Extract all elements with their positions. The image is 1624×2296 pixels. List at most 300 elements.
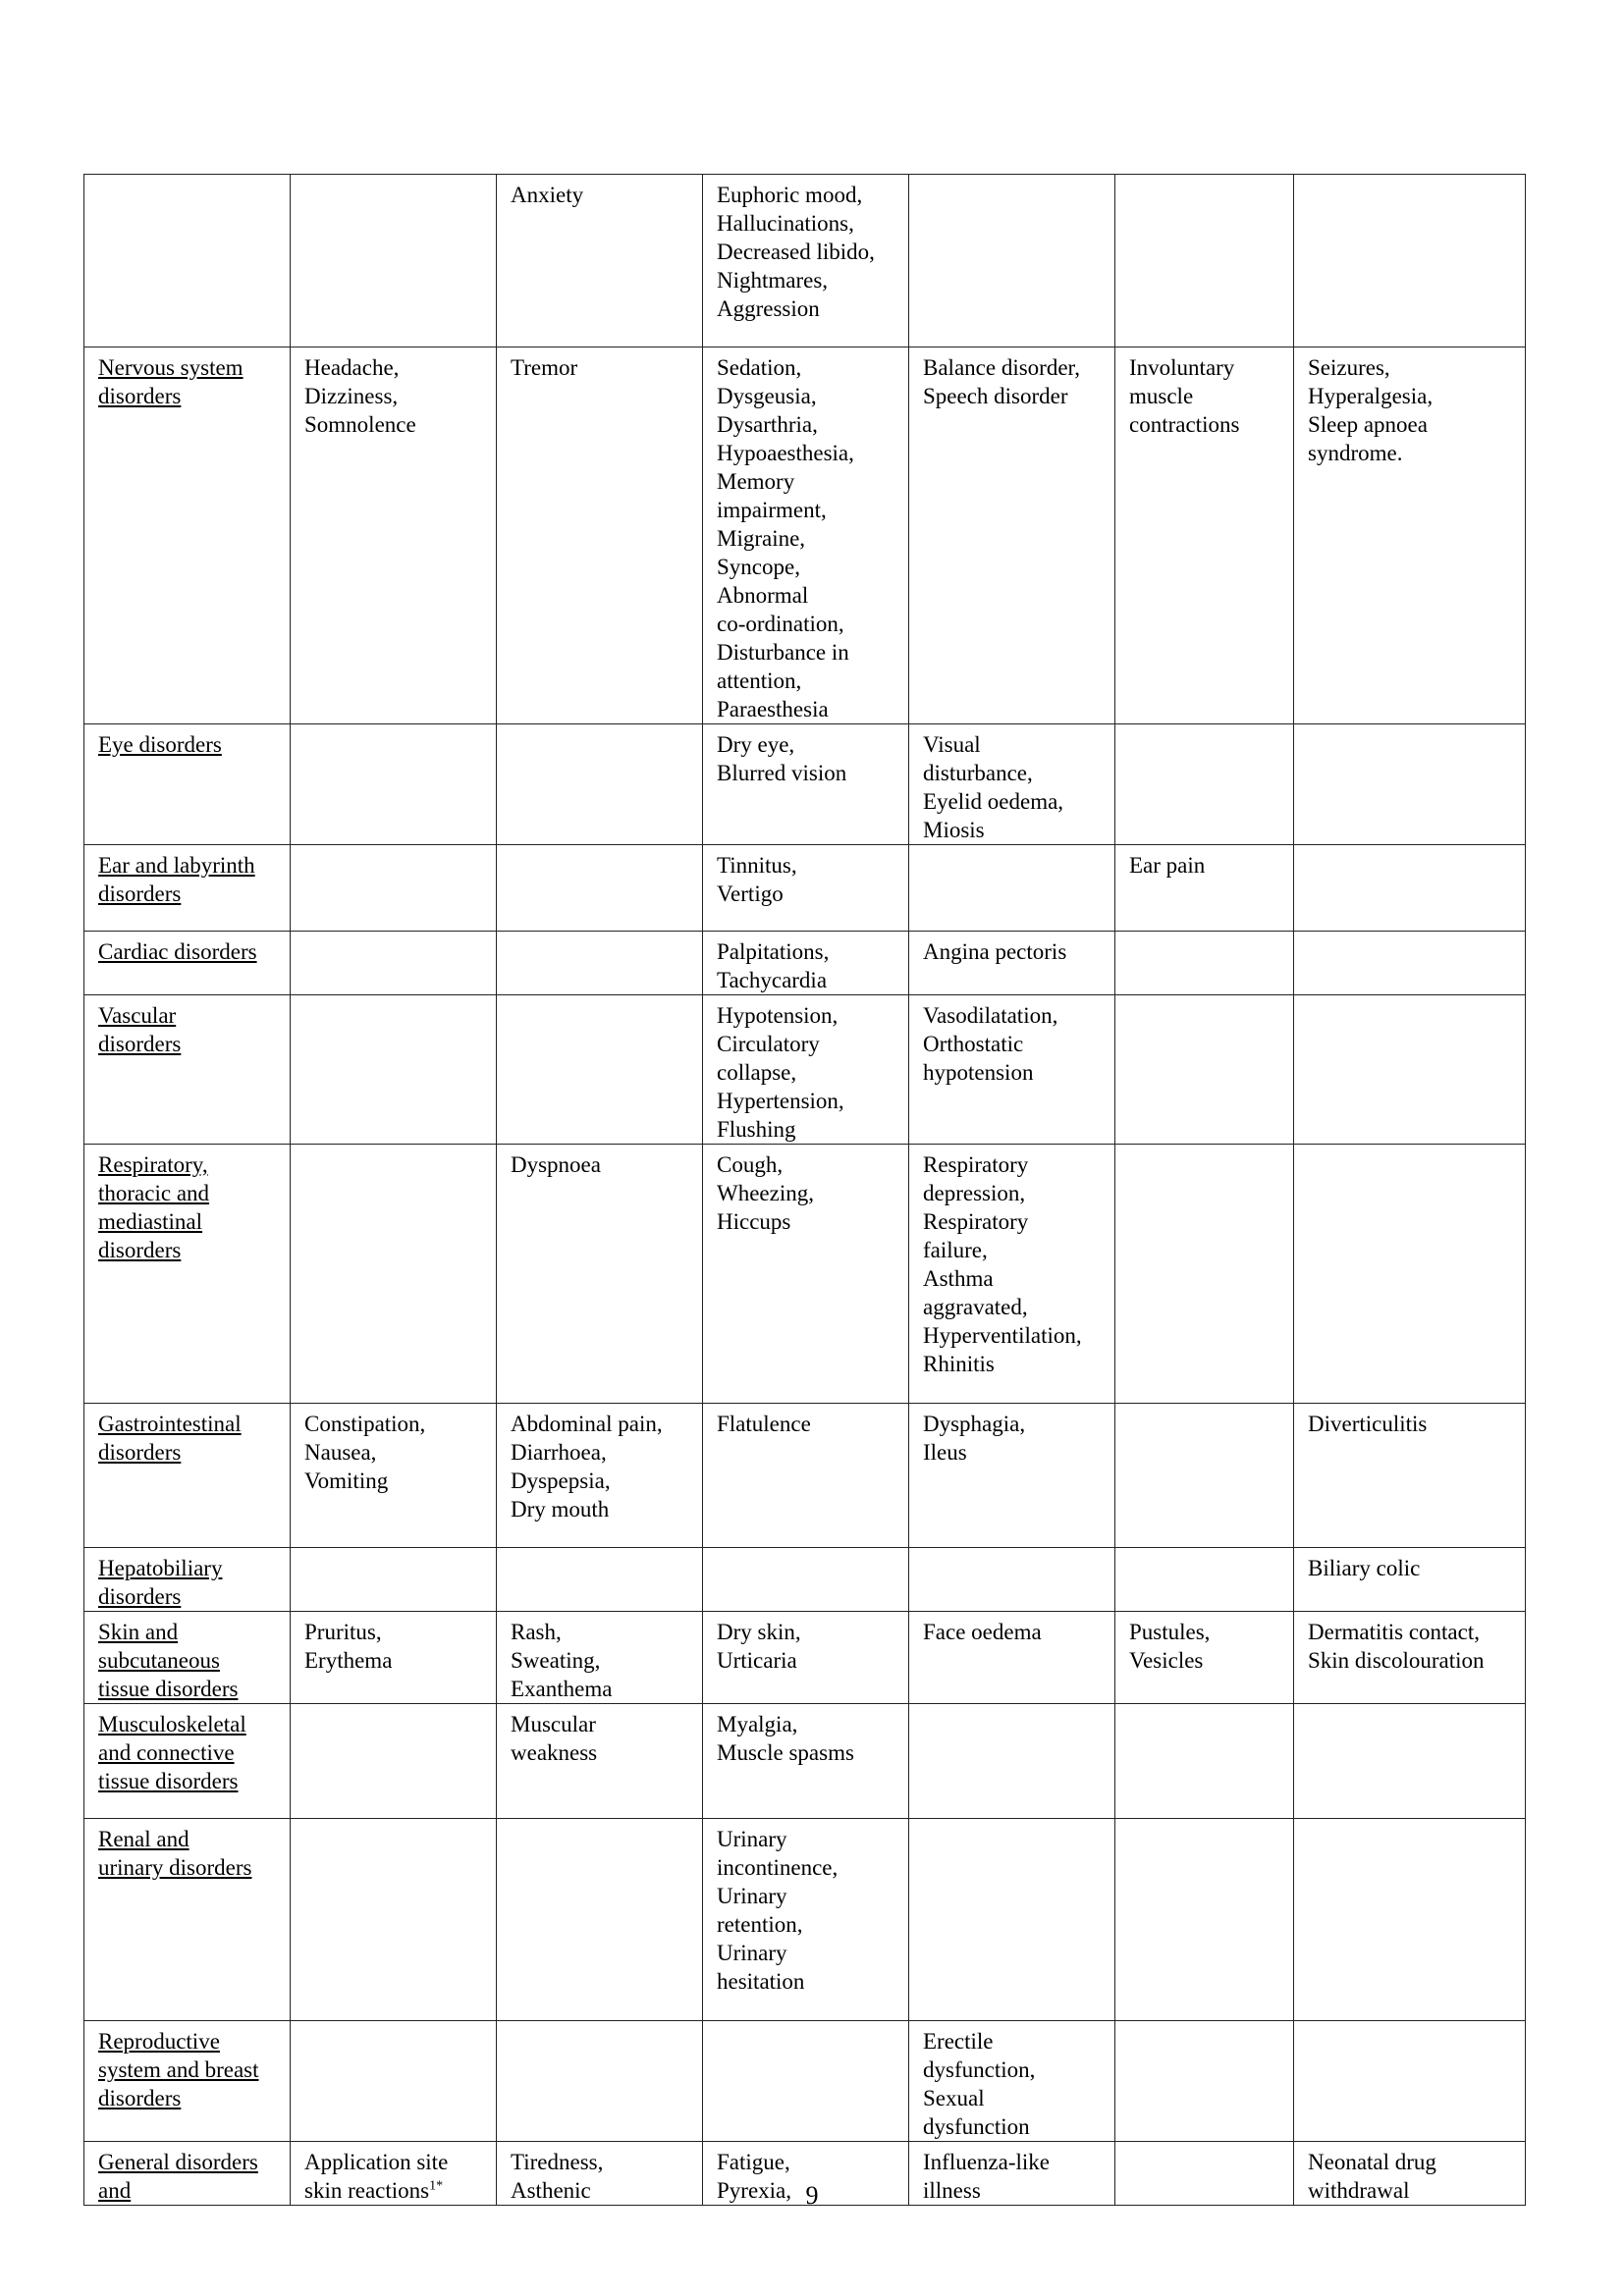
adverse-reaction-term bbox=[717, 2148, 900, 2176]
system-organ-class-label: Hepatobiliary bbox=[98, 1556, 223, 1580]
frequency-cell-very-rare bbox=[1115, 1819, 1294, 2021]
term-text: Euphoric mood, bbox=[717, 183, 863, 207]
term-text: Sexual bbox=[923, 2086, 985, 2110]
adverse-reaction-term bbox=[717, 238, 900, 266]
adverse-reaction-term bbox=[717, 1618, 900, 1646]
frequency-cell-not-known bbox=[1294, 1404, 1526, 1548]
term-text: Tachycardia bbox=[717, 968, 828, 992]
frequency-cell-common bbox=[497, 1404, 703, 1548]
system-organ-class-label: Skin and bbox=[98, 1620, 179, 1644]
term-text: Vertigo bbox=[717, 881, 784, 906]
term-text: Anxiety bbox=[511, 183, 584, 207]
adverse-reaction-term bbox=[304, 1410, 488, 1438]
table-row bbox=[84, 175, 1526, 347]
term-text: Abnormal bbox=[717, 583, 809, 608]
adverse-reaction-term bbox=[511, 181, 694, 209]
system-organ-class-label: thoracic and bbox=[98, 1181, 210, 1205]
term-text: Asthenic bbox=[511, 2178, 591, 2203]
term-text: Pyrexia, bbox=[717, 2178, 792, 2203]
frequency-cell-uncommon bbox=[703, 932, 909, 995]
term-text: Skin discolouration bbox=[1308, 1648, 1485, 1673]
system-organ-class-label: Ear and labyrinth bbox=[98, 853, 255, 878]
adverse-reaction-term bbox=[511, 1438, 694, 1467]
adverse-reaction-term bbox=[923, 382, 1107, 410]
adverse-reaction-term bbox=[1308, 1410, 1517, 1438]
term-text: Ear pain bbox=[1129, 853, 1206, 878]
adverse-reaction-term bbox=[717, 730, 900, 759]
table-body bbox=[84, 175, 1526, 2206]
term-text: Circulatory bbox=[717, 1032, 820, 1056]
term-text: Diarrhoea, bbox=[511, 1440, 607, 1465]
term-text: collapse, bbox=[717, 1060, 797, 1085]
term-text: Cough, bbox=[717, 1152, 784, 1177]
system-organ-class-label: General disorders bbox=[98, 2150, 258, 2174]
frequency-cell-common bbox=[497, 2021, 703, 2142]
frequency-cell-very-common bbox=[291, 1145, 497, 1404]
frequency-cell-uncommon bbox=[703, 1612, 909, 1704]
system-organ-class-label: subcutaneous bbox=[98, 1648, 220, 1673]
term-text: Nausea, bbox=[304, 1440, 377, 1465]
adverse-reaction-term bbox=[304, 2148, 488, 2176]
adverse-reaction-term bbox=[923, 759, 1107, 787]
system-organ-class-label: Cardiac disorders bbox=[98, 939, 257, 964]
adverse-reaction-term bbox=[717, 966, 900, 994]
table-row bbox=[84, 724, 1526, 845]
adverse-reaction-term bbox=[717, 638, 900, 667]
adverse-reaction-term bbox=[1129, 382, 1285, 410]
term-text: Hallucinations, bbox=[717, 211, 854, 236]
adverse-reaction-term bbox=[717, 1853, 900, 1882]
system-organ-class-label: disorders bbox=[98, 881, 182, 906]
adverse-reaction-term bbox=[717, 1910, 900, 1939]
adverse-reaction-term bbox=[511, 1150, 694, 1179]
adverse-reaction-term bbox=[923, 816, 1107, 844]
term-text: Syncope, bbox=[717, 555, 800, 579]
adverse-reaction-term bbox=[923, 1264, 1107, 1293]
frequency-cell-rare bbox=[909, 724, 1115, 845]
adverse-reaction-term bbox=[717, 1939, 900, 1967]
term-text: Rash, bbox=[511, 1620, 562, 1644]
frequency-cell-very-rare bbox=[1115, 932, 1294, 995]
adverse-reaction-term bbox=[304, 1646, 488, 1675]
frequency-cell-not-known bbox=[1294, 175, 1526, 347]
table-row bbox=[84, 845, 1526, 932]
frequency-cell-not-known bbox=[1294, 1704, 1526, 1819]
frequency-cell-very-common bbox=[291, 1404, 497, 1548]
frequency-cell-uncommon bbox=[703, 1404, 909, 1548]
adverse-reaction-term bbox=[923, 2084, 1107, 2112]
frequency-cell-very-common bbox=[291, 347, 497, 724]
term-text: Asthma bbox=[923, 1266, 994, 1291]
adverse-reaction-term bbox=[1129, 410, 1285, 439]
adverse-reaction-term bbox=[717, 759, 900, 787]
adverse-reaction-term bbox=[717, 181, 900, 209]
frequency-cell-common bbox=[497, 724, 703, 845]
adverse-reaction-term bbox=[717, 209, 900, 238]
adverse-reaction-term bbox=[1308, 353, 1517, 382]
term-text: depression, bbox=[923, 1181, 1026, 1205]
adverse-reaction-term bbox=[511, 1710, 694, 1738]
frequency-cell-uncommon bbox=[703, 1819, 909, 2021]
frequency-cell-uncommon bbox=[703, 1548, 909, 1612]
term-text: Somnolence bbox=[304, 412, 416, 437]
system-organ-class-cell bbox=[84, 1612, 291, 1704]
term-text: withdrawal bbox=[1308, 2178, 1410, 2203]
term-text: Constipation, bbox=[304, 1412, 426, 1436]
frequency-cell-not-known bbox=[1294, 724, 1526, 845]
term-text: Nightmares, bbox=[717, 268, 829, 293]
frequency-cell-very-rare bbox=[1115, 845, 1294, 932]
frequency-cell-uncommon bbox=[703, 995, 909, 1145]
term-text: Dermatitis contact, bbox=[1308, 1620, 1480, 1644]
term-text: Migraine, bbox=[717, 526, 806, 551]
frequency-cell-uncommon bbox=[703, 724, 909, 845]
adverse-reaction-term bbox=[717, 553, 900, 581]
adverse-reaction-term bbox=[717, 1087, 900, 1115]
term-text: Headache, bbox=[304, 355, 400, 380]
term-text: Dry skin, bbox=[717, 1620, 801, 1644]
term-text: Erectile bbox=[923, 2029, 994, 2054]
term-text: Influenza-like bbox=[923, 2150, 1050, 2174]
term-text: attention, bbox=[717, 668, 802, 693]
term-text: Vomiting bbox=[304, 1468, 389, 1493]
frequency-cell-rare bbox=[909, 1612, 1115, 1704]
adverse-reaction-term bbox=[717, 581, 900, 610]
term-text: incontinence, bbox=[717, 1855, 839, 1880]
frequency-cell-rare bbox=[909, 1145, 1115, 1404]
table-row bbox=[84, 2021, 1526, 2142]
adverse-reaction-term bbox=[511, 1495, 694, 1523]
system-organ-class-label: tissue disorders bbox=[98, 1677, 239, 1701]
adverse-reaction-term bbox=[1129, 1646, 1285, 1675]
adverse-reaction-term bbox=[717, 1058, 900, 1087]
table-row bbox=[84, 932, 1526, 995]
term-text: Miosis bbox=[923, 818, 985, 842]
adverse-reaction-term bbox=[1308, 382, 1517, 410]
adverse-reaction-term bbox=[717, 610, 900, 638]
adverse-reactions-table bbox=[83, 174, 1526, 2206]
frequency-cell-very-rare bbox=[1115, 175, 1294, 347]
frequency-cell-very-rare bbox=[1115, 1612, 1294, 1704]
table-row bbox=[84, 1145, 1526, 1404]
term-text: Memory bbox=[717, 469, 795, 494]
system-organ-class-label: disorders bbox=[98, 1238, 182, 1262]
term-text: Hyperventilation, bbox=[923, 1323, 1082, 1348]
term-text: Wheezing, bbox=[717, 1181, 814, 1205]
adverse-reaction-term bbox=[717, 1115, 900, 1144]
frequency-cell-very-common bbox=[291, 175, 497, 347]
adverse-reaction-term bbox=[923, 1410, 1107, 1438]
frequency-cell-rare bbox=[909, 1704, 1115, 1819]
term-text: Hiccups bbox=[717, 1209, 791, 1234]
frequency-cell-very-rare bbox=[1115, 2021, 1294, 2142]
system-organ-class-cell bbox=[84, 995, 291, 1145]
frequency-cell-very-rare bbox=[1115, 1404, 1294, 1548]
term-text: Dizziness, bbox=[304, 384, 399, 408]
term-text: Palpitations, bbox=[717, 939, 830, 964]
term-text: Neonatal drug bbox=[1308, 2150, 1436, 2174]
adverse-reaction-term bbox=[511, 1410, 694, 1438]
adverse-reaction-term bbox=[717, 1207, 900, 1236]
system-organ-class-label: Respiratory, bbox=[98, 1152, 208, 1177]
frequency-cell-common bbox=[497, 1145, 703, 1404]
frequency-cell-uncommon bbox=[703, 2021, 909, 2142]
adverse-reaction-term bbox=[717, 1967, 900, 1996]
adverse-reaction-term bbox=[717, 439, 900, 467]
system-organ-class-label: disorders bbox=[98, 1440, 182, 1465]
frequency-cell-common bbox=[497, 1612, 703, 1704]
adverse-reaction-term bbox=[923, 1030, 1107, 1058]
frequency-cell-very-common bbox=[291, 995, 497, 1145]
frequency-cell-very-rare bbox=[1115, 724, 1294, 845]
system-organ-class-label: Vascular bbox=[98, 1003, 177, 1028]
adverse-reaction-term bbox=[1308, 1618, 1517, 1646]
adverse-reaction-term bbox=[923, 937, 1107, 966]
adverse-reaction-term bbox=[923, 353, 1107, 382]
frequency-cell-common bbox=[497, 932, 703, 995]
term-text: Sweating, bbox=[511, 1648, 601, 1673]
frequency-cell-very-rare bbox=[1115, 1145, 1294, 1404]
term-text: dysfunction bbox=[923, 2114, 1030, 2139]
term-text: Abdominal pain, bbox=[511, 1412, 663, 1436]
term-text: Respiratory bbox=[923, 1152, 1029, 1177]
frequency-cell-very-rare bbox=[1115, 995, 1294, 1145]
term-text: Urticaria bbox=[717, 1648, 797, 1673]
term-text: Visual bbox=[923, 732, 981, 757]
adverse-reaction-term bbox=[1129, 1618, 1285, 1646]
system-organ-class-label: urinary disorders bbox=[98, 1855, 252, 1880]
system-organ-class-label: disorders bbox=[98, 1584, 182, 1609]
system-organ-class-cell bbox=[84, 1145, 291, 1404]
term-text: Paraesthesia bbox=[717, 697, 829, 721]
adverse-reaction-term bbox=[923, 1350, 1107, 1378]
term-text: Sedation, bbox=[717, 355, 802, 380]
term-text: Hypertension, bbox=[717, 1089, 844, 1113]
adverse-reaction-term bbox=[923, 1438, 1107, 1467]
adverse-reaction-term bbox=[1129, 353, 1285, 382]
term-text: Hypoaesthesia, bbox=[717, 441, 854, 465]
system-organ-class-label: Nervous system bbox=[98, 355, 244, 380]
frequency-cell-uncommon bbox=[703, 1704, 909, 1819]
term-text: Urinary bbox=[717, 1941, 787, 1965]
system-organ-class-label: Eye disorders bbox=[98, 732, 222, 757]
term-text: Fatigue, bbox=[717, 2150, 790, 2174]
term-text: hesitation bbox=[717, 1969, 805, 1994]
system-organ-class-label: disorders bbox=[98, 2086, 182, 2110]
system-organ-class-cell bbox=[84, 347, 291, 724]
system-organ-class-label: Musculoskeletal bbox=[98, 1712, 246, 1736]
system-organ-class-label: Reproductive bbox=[98, 2029, 220, 2054]
term-text: Tinnitus, bbox=[717, 853, 797, 878]
term-text: Involuntary bbox=[1129, 355, 1235, 380]
adverse-reaction-term bbox=[1308, 1646, 1517, 1675]
term-text: Vesicles bbox=[1129, 1648, 1204, 1673]
term-text: Dyspnoea bbox=[511, 1152, 601, 1177]
adverse-reaction-term bbox=[717, 880, 900, 908]
term-text: Eyelid oedema, bbox=[923, 789, 1064, 814]
frequency-cell-rare bbox=[909, 175, 1115, 347]
term-text: weakness bbox=[511, 1740, 598, 1765]
frequency-cell-not-known bbox=[1294, 845, 1526, 932]
adverse-reaction-term bbox=[923, 1293, 1107, 1321]
adverse-reaction-term bbox=[717, 266, 900, 294]
term-text: Biliary colic bbox=[1308, 1556, 1421, 1580]
frequency-cell-very-rare bbox=[1115, 347, 1294, 724]
frequency-cell-common bbox=[497, 347, 703, 724]
term-text: dysfunction, bbox=[923, 2057, 1036, 2082]
system-organ-class-cell bbox=[84, 175, 291, 347]
adverse-reaction-term bbox=[304, 1618, 488, 1646]
adverse-reaction-term bbox=[923, 1179, 1107, 1207]
system-organ-class-cell bbox=[84, 1819, 291, 2021]
adverse-reaction-term bbox=[717, 1030, 900, 1058]
adverse-reaction-term bbox=[717, 695, 900, 723]
frequency-cell-not-known bbox=[1294, 995, 1526, 1145]
term-text: Hyperalgesia, bbox=[1308, 384, 1434, 408]
term-text: hypotension bbox=[923, 1060, 1034, 1085]
frequency-cell-rare bbox=[909, 1548, 1115, 1612]
system-organ-class-cell bbox=[84, 724, 291, 845]
term-text: skin reactions bbox=[304, 2178, 430, 2203]
frequency-cell-very-common bbox=[291, 724, 497, 845]
adverse-reaction-term bbox=[717, 382, 900, 410]
frequency-cell-uncommon bbox=[703, 845, 909, 932]
adverse-reaction-term bbox=[511, 1646, 694, 1675]
term-text: Aggression bbox=[717, 296, 820, 321]
adverse-reaction-term bbox=[717, 1410, 900, 1438]
frequency-cell-uncommon bbox=[703, 175, 909, 347]
frequency-cell-very-common bbox=[291, 1548, 497, 1612]
term-text: Vasodilatation, bbox=[923, 1003, 1058, 1028]
system-organ-class-label: system and breast bbox=[98, 2057, 259, 2082]
adverse-reaction-term bbox=[717, 667, 900, 695]
term-text: Rhinitis bbox=[923, 1352, 995, 1376]
term-text: aggravated, bbox=[923, 1295, 1028, 1319]
term-text: Muscle spasms bbox=[717, 1740, 854, 1765]
adverse-reaction-term bbox=[923, 1150, 1107, 1179]
system-organ-class-label: Renal and bbox=[98, 1827, 189, 1851]
adverse-reaction-term bbox=[1308, 1554, 1517, 1582]
adverse-reaction-term bbox=[511, 1618, 694, 1646]
system-organ-class-label: and bbox=[98, 2178, 132, 2203]
adverse-reaction-term bbox=[923, 2056, 1107, 2084]
term-text: Dry mouth bbox=[511, 1497, 610, 1522]
frequency-cell-common bbox=[497, 175, 703, 347]
frequency-cell-rare bbox=[909, 845, 1115, 932]
system-organ-class-cell bbox=[84, 1548, 291, 1612]
term-text: Dry eye, bbox=[717, 732, 795, 757]
term-text: Ileus bbox=[923, 1440, 967, 1465]
adverse-reaction-term bbox=[923, 1236, 1107, 1264]
system-organ-class-label: disorders bbox=[98, 384, 182, 408]
term-text: Erythema bbox=[304, 1648, 393, 1673]
frequency-cell-common bbox=[497, 845, 703, 932]
adverse-reaction-term bbox=[1129, 851, 1285, 880]
adverse-reaction-term bbox=[304, 353, 488, 382]
term-text: Pruritus, bbox=[304, 1620, 382, 1644]
term-text: retention, bbox=[717, 1912, 803, 1937]
frequency-cell-rare bbox=[909, 1819, 1115, 2021]
adverse-reaction-term bbox=[717, 353, 900, 382]
adverse-reaction-term bbox=[923, 787, 1107, 816]
term-text: Tremor bbox=[511, 355, 578, 380]
system-organ-class-cell bbox=[84, 932, 291, 995]
frequency-cell-rare bbox=[909, 2021, 1115, 2142]
frequency-cell-common bbox=[497, 1819, 703, 2021]
adverse-reaction-term bbox=[717, 467, 900, 496]
system-organ-class-cell bbox=[84, 1704, 291, 1819]
adverse-reaction-term bbox=[717, 1646, 900, 1675]
term-text: Decreased libido, bbox=[717, 240, 875, 264]
adverse-reaction-term bbox=[717, 410, 900, 439]
term-text: Speech disorder bbox=[923, 384, 1068, 408]
adverse-reaction-term bbox=[717, 524, 900, 553]
frequency-cell-very-common bbox=[291, 845, 497, 932]
frequency-cell-very-common bbox=[291, 2021, 497, 2142]
table-row bbox=[84, 1404, 1526, 1548]
frequency-cell-very-common bbox=[291, 932, 497, 995]
adverse-reaction-term bbox=[304, 1438, 488, 1467]
adverse-reaction-term bbox=[511, 1738, 694, 1767]
term-text: Diverticulitis bbox=[1308, 1412, 1428, 1436]
system-organ-class-label: disorders bbox=[98, 1032, 182, 1056]
frequency-cell-common bbox=[497, 1548, 703, 1612]
adverse-reaction-term bbox=[1308, 410, 1517, 439]
term-text: Urinary bbox=[717, 1827, 787, 1851]
adverse-reaction-term bbox=[923, 730, 1107, 759]
term-text: Exanthema bbox=[511, 1677, 613, 1701]
system-organ-class-label: Gastrointestinal bbox=[98, 1412, 242, 1436]
term-text: Dyspepsia, bbox=[511, 1468, 611, 1493]
frequency-cell-not-known bbox=[1294, 1548, 1526, 1612]
table-row bbox=[84, 347, 1526, 724]
adverse-reaction-term bbox=[717, 1001, 900, 1030]
adverse-reaction-term bbox=[717, 294, 900, 323]
term-text: Myalgia, bbox=[717, 1712, 798, 1736]
adverse-reaction-term bbox=[717, 1150, 900, 1179]
term-text: Angina pectoris bbox=[923, 939, 1067, 964]
adverse-reaction-term bbox=[717, 1882, 900, 1910]
adverse-reaction-term bbox=[717, 851, 900, 880]
table-row bbox=[84, 995, 1526, 1145]
term-text: Flushing bbox=[717, 1117, 796, 1142]
adverse-reaction-term bbox=[923, 2148, 1107, 2176]
adverse-reaction-term bbox=[304, 410, 488, 439]
adverse-reaction-term bbox=[923, 1207, 1107, 1236]
term-text: Dysphagia, bbox=[923, 1412, 1026, 1436]
term-text: Orthostatic bbox=[923, 1032, 1024, 1056]
frequency-cell-very-common bbox=[291, 1819, 497, 2021]
term-text: illness bbox=[923, 2178, 981, 2203]
term-text: muscle bbox=[1129, 384, 1194, 408]
table-row bbox=[84, 1548, 1526, 1612]
adverse-reaction-term bbox=[717, 1825, 900, 1853]
adverse-reaction-term bbox=[511, 1467, 694, 1495]
term-text: Blurred vision bbox=[717, 761, 847, 785]
adverse-reaction-term bbox=[717, 1738, 900, 1767]
term-text: Hypotension, bbox=[717, 1003, 839, 1028]
adverse-reaction-term bbox=[923, 1321, 1107, 1350]
frequency-cell-very-rare bbox=[1115, 1704, 1294, 1819]
term-text: Pustules, bbox=[1129, 1620, 1211, 1644]
frequency-cell-rare bbox=[909, 1404, 1115, 1548]
term-text: Disturbance in bbox=[717, 640, 849, 665]
system-organ-class-label: tissue disorders bbox=[98, 1769, 239, 1793]
adverse-reaction-term bbox=[1308, 439, 1517, 467]
adverse-reaction-term bbox=[1308, 2148, 1517, 2176]
footnote-marker: 1* bbox=[429, 2178, 444, 2194]
adverse-reaction-term bbox=[923, 1058, 1107, 1087]
